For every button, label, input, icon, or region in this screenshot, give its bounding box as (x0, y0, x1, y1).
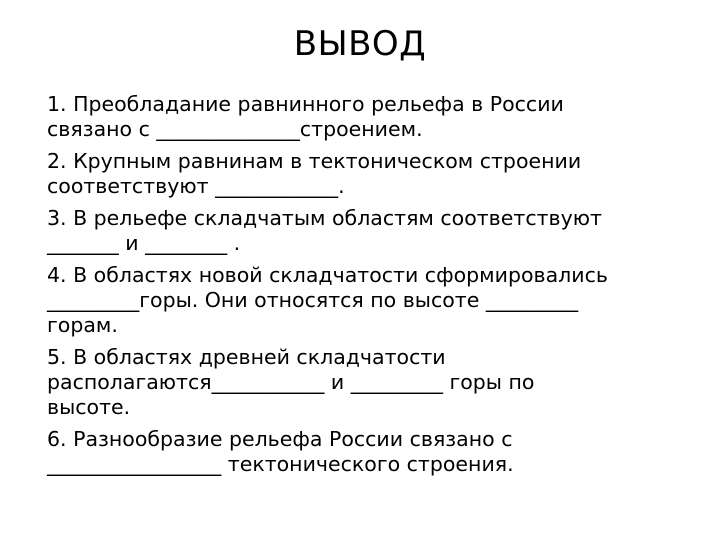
item-3-line-2: _______ и ________ . (47, 231, 241, 255)
item-4-line-2: _________горы. Они относятся по высоте _________ (47, 288, 579, 312)
item-6-line-1: 6. Разнообразие рельефа России связано с (47, 427, 513, 451)
conclusion-item-5 (47, 345, 687, 420)
conclusion-item-6 (47, 427, 687, 477)
item-1-line-2: связано с ______________строением. (47, 117, 423, 141)
item-4-line-3: горам. (47, 313, 118, 337)
conclusion-item-3 (47, 206, 687, 256)
slide-title: ВЫВОД (293, 24, 427, 64)
item-5-line-3: высоте. (47, 395, 131, 419)
item-2-line-1: 2. Крупным равнинам в тектоническом строении (47, 149, 582, 173)
conclusion-item-4 (47, 263, 687, 338)
item-4-line-1: 4. В областях новой складчатости сформировались (47, 263, 608, 287)
item-5-line-1: 5. В областях древней складчатости (47, 345, 446, 369)
conclusion-item-2 (47, 149, 687, 199)
item-5-line-2: располагаются___________ и _________ горы по (47, 370, 535, 394)
conclusion-list (47, 92, 687, 484)
item-3-line-1: 3. В рельефе складчатым областям соответствуют (47, 206, 602, 230)
conclusion-item-1 (47, 92, 687, 142)
item-6-line-2: _________________ тектонического строения. (47, 452, 514, 476)
item-1-line-1: 1. Преобладание равнинного рельефа в России (47, 92, 564, 116)
item-2-line-2: соответствуют ____________. (47, 174, 345, 198)
